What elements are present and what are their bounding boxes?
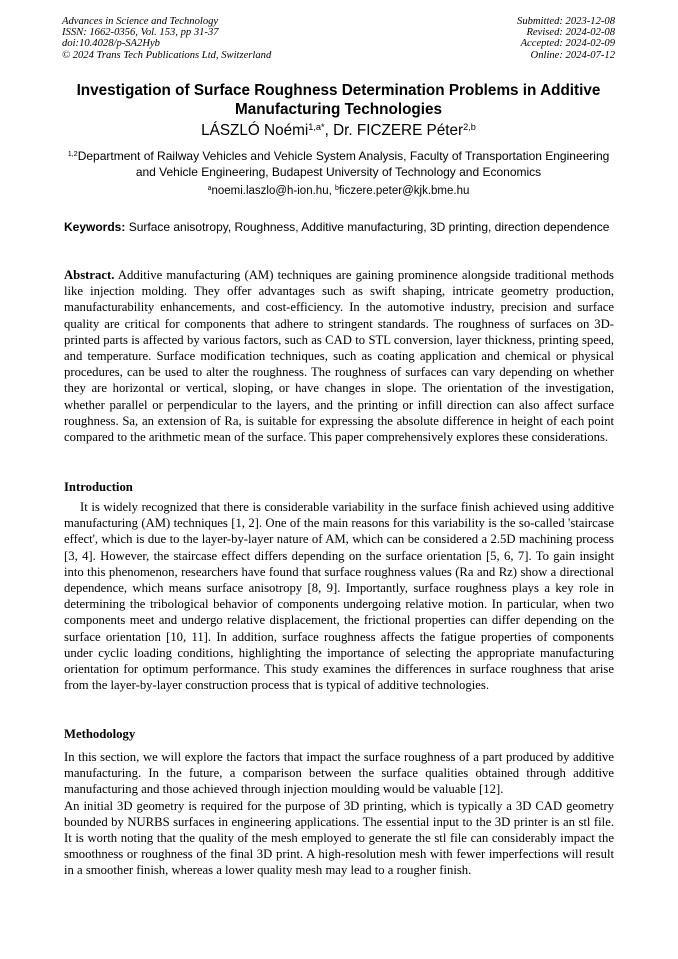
abstract [64, 267, 614, 445]
copyright: © 2024 Trans Tech Publications Ltd, Switzerland [62, 49, 272, 61]
email-b[interactable]: ficzere.peter@kjk.bme.hu [338, 185, 470, 197]
author-list [62, 121, 615, 141]
journal-header-info [62, 16, 271, 61]
introduction-section [64, 499, 614, 693]
keywords-label: Keywords: [64, 220, 126, 234]
keywords [64, 220, 615, 235]
author-1-affiliation-mark: 1,a* [308, 121, 325, 132]
issn-volume: ISSN: 1662-0356, Vol. 153, pp 31-37 [62, 27, 219, 39]
doi: doi:10.4028/p-SA2Hyb [62, 38, 160, 50]
email-separator: , [328, 185, 335, 197]
author-1-name: LÁSZLÓ Noémi [201, 122, 309, 139]
paper-title: Investigation of Surface Roughness Determination Problems in Additive Manufacturing Technologies [76, 82, 601, 118]
methodology-paragraph-2: An initial 3D geometry is required for the purpose of 3D printing, which is typically a 3D CAD geometry bounded by NURBS surfaces in engineering applications. The essential input to the 3D printer is an stl file. It is worth noting that the quality of the mesh employed to generate the stl file can considerably impact the smoothness or roughness of the final 3D print. A high-resolution mesh with fewer imperfections will result in a smoother finish, whereas a lower quality mesh may lead to a rougher finish. [64, 798, 614, 878]
abstract-text: Additive manufacturing (AM) techniques are gaining prominence alongside traditional methods like injection molding. They offer advantages such as swift shaping, intricate geometry production, manufacturability enhancements, and cost-efficiency. In the automotive industry, precision and surface quality are critical for components that adhere to stringent standards. The roughness of surfaces on 3D-printed parts is affected by various factors, such as CAD to STL conversion, layer thickness, printing speed, and temperature. Surface modification techniques, such as coating application and chemical or physical procedures, can be used to alter the roughness. The roughness of surfaces can vary depending on whether they are horizontal or vertical, sloping, or have changes in slope. The orientation of the investigation, whether parallel or perpendicular to the layers, and the printing or infill direction can also affect surface roughness. Sa, an extension of Ra, is suitable for expressing the absolute difference in height of each point compared to the arithmetic mean of the surface. This paper comprehensively explores these considerations. [64, 268, 614, 445]
author-emails [62, 184, 615, 199]
introduction-heading: Introduction [64, 480, 133, 494]
introduction-paragraph: It is widely recognized that there is considerable variability in the surface finish achieved using additive manufacturing (AM) techniques [1, 2]. One of the main reasons for this variability is the so-called 'staircase effect', which is due to the layer-by-layer nature of AM, which can be considered a 2.5D machining process [3, 4]. However, the staircase effect differs depending on the surface orientation [5, 6, 7]. To gain insight into this phenomenon, researchers have found that surface roughness values (Ra and Rz) show a directional dependence, which means surface anisotropy [8, 9]. Importantly, surface roughness plays a key role in determining the tribological behavior of components undergoing relative motion. In particular, when two components meet and undergo relative displacement, the frictional properties can differ depending on the surface orientation [10, 11]. In addition, surface roughness affects the fatigue properties of components under cyclic loading conditions, highlighting the importance of selecting the appropriate manufacturing orientation for optimum performance. This study examines the differences in surface roughness that arise from the layer-by-layer construction process that is typical of additive technologies. [64, 500, 614, 693]
affiliation-text: Department of Railway Vehicles and Vehicle System Analysis, Faculty of Transportation Engineering and Vehicle Engineering, Budapest University of Technology and Economics [77, 149, 610, 179]
accepted-date: Accepted: 2024-02-09 [520, 38, 615, 50]
author-separator: , [324, 122, 334, 139]
revised-date: Revised: 2024-02-08 [526, 27, 615, 39]
author-2-name: Dr. FICZERE Péter [333, 122, 464, 139]
affiliation [62, 149, 615, 180]
methodology-heading: Methodology [64, 727, 136, 741]
submission-dates [517, 16, 615, 61]
email-b-mark: b [334, 185, 339, 193]
online-date: Online: 2024-07-12 [530, 49, 615, 61]
affiliation-mark: 1,2 [67, 149, 78, 159]
methodology-section [64, 749, 614, 879]
keywords-text: Surface anisotropy, Roughness, Additive manufacturing, 3D printing, direction dependence [125, 220, 610, 234]
journal-name: Advances in Science and Technology [62, 16, 219, 27]
submitted-date: Submitted: 2023-12-08 [517, 16, 615, 27]
email-a-mark: a [207, 185, 212, 193]
methodology-paragraph-1: In this section, we will explore the factors that impact the surface roughness of a part produced by additive manufacturing. In the future, a comparison between the surface qualities obtained through additive manufacturing and those achieved through injection moulding would be valuable [12]. [64, 750, 614, 797]
author-2-affiliation-mark: 2,b [463, 121, 476, 132]
abstract-label: Abstract. [64, 268, 115, 282]
email-a[interactable]: noemi.laszlo@h-ion.hu [211, 185, 329, 197]
